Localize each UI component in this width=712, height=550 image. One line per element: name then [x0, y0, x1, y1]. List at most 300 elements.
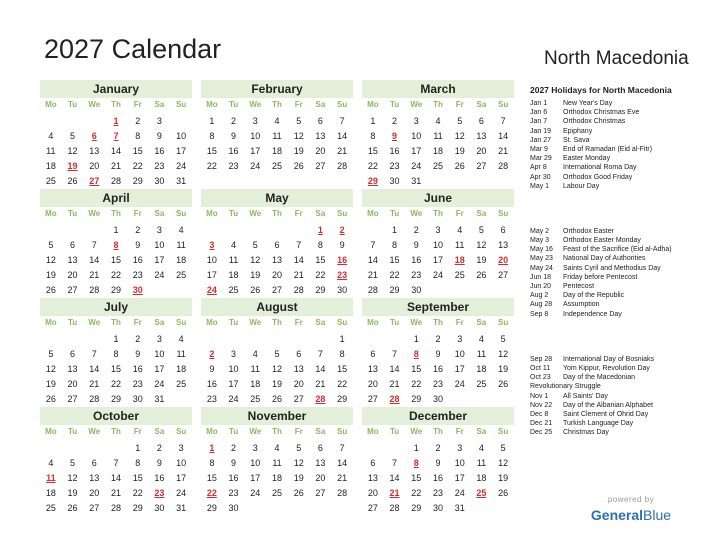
empty-day-cell	[362, 223, 384, 238]
empty-day-cell	[492, 174, 514, 189]
weekday-label: Su	[337, 427, 348, 436]
day-cell: 29	[315, 285, 326, 295]
holiday-row	[530, 173, 710, 182]
empty-day-cell	[471, 392, 493, 407]
day-cell: 22	[110, 379, 121, 389]
day-cell: 19	[498, 364, 509, 374]
empty-day-cell	[331, 501, 353, 516]
day-cell: 1	[113, 334, 119, 344]
weekday-header-row	[201, 425, 353, 439]
empty-day-cell	[201, 332, 223, 347]
day-cell: 2	[392, 116, 398, 126]
day-cell: 22	[411, 488, 422, 498]
day-cell: 25	[271, 488, 282, 498]
empty-day-cell	[170, 392, 192, 407]
day-cell: 16	[132, 255, 143, 265]
day-cell: 19	[454, 146, 465, 156]
day-cell: 29	[411, 394, 422, 404]
day-cell: 6	[317, 116, 323, 126]
holiday-name: Orthodox Good Friday	[563, 173, 633, 181]
holiday-date: May 23	[530, 255, 553, 263]
holiday-name: Revolutionary Struggle	[530, 383, 601, 391]
day-cell: 3	[156, 225, 162, 235]
holiday-name: Orthodox Easter Monday	[563, 237, 641, 245]
day-cell: 15	[315, 255, 326, 265]
month-header: September	[362, 298, 514, 316]
day-cell: 10	[176, 131, 187, 141]
day-cell: 29	[411, 503, 422, 513]
day-cell: 13	[293, 364, 304, 374]
day-cell: 2	[209, 349, 215, 359]
weekday-label: Tu	[389, 100, 400, 109]
month-january	[40, 80, 192, 189]
holiday-date: Mar 9	[530, 145, 548, 153]
day-cell: 12	[476, 240, 487, 250]
weekday-label: Sa	[315, 209, 326, 218]
holiday-date: Sep 8	[530, 310, 549, 318]
day-cell: 18	[476, 364, 487, 374]
day-cell: 5	[274, 349, 280, 359]
empty-day-cell	[492, 283, 514, 298]
day-cell: 1	[135, 443, 141, 453]
day-cell: 5	[478, 225, 484, 235]
week-row	[362, 238, 514, 253]
empty-day-cell	[362, 332, 384, 347]
day-cell: 21	[89, 270, 100, 280]
day-cell: 8	[209, 458, 215, 468]
day-cell: 28	[389, 394, 400, 404]
day-cell: 5	[70, 131, 76, 141]
empty-day-cell	[40, 441, 62, 456]
weekday-label: Mo	[367, 100, 379, 109]
holiday-row	[530, 355, 710, 364]
day-cell: 25	[476, 488, 487, 498]
day-cell: 8	[135, 131, 141, 141]
day-cell: 11	[272, 458, 282, 468]
empty-day-cell	[471, 283, 493, 298]
weekday-label: Su	[337, 318, 348, 327]
empty-day-cell	[310, 501, 332, 516]
weekday-label: Su	[337, 209, 348, 218]
day-cell: 9	[156, 131, 162, 141]
day-cell: 20	[367, 379, 378, 389]
empty-day-cell	[40, 223, 62, 238]
holiday-row	[530, 392, 710, 401]
day-cell: 30	[337, 285, 348, 295]
day-cell: 18	[454, 255, 465, 265]
week-row	[362, 441, 514, 456]
empty-day-cell	[244, 501, 266, 516]
empty-day-cell	[40, 114, 62, 129]
powered-by-text: powered by	[607, 495, 655, 504]
weekday-label: Su	[176, 427, 187, 436]
day-cell: 29	[132, 503, 143, 513]
day-cell: 29	[110, 285, 121, 295]
day-cell: 7	[113, 458, 119, 468]
day-cell: 29	[367, 176, 378, 186]
day-cell: 4	[178, 334, 184, 344]
day-cell: 16	[132, 364, 143, 374]
weekday-label: Mo	[45, 427, 57, 436]
day-cell: 9	[156, 458, 162, 468]
day-cell: 9	[435, 349, 441, 359]
day-cell: 17	[411, 146, 422, 156]
week-row	[40, 159, 192, 174]
day-cell: 1	[413, 334, 419, 344]
week-row	[40, 347, 192, 362]
day-cell: 17	[228, 379, 239, 389]
day-cell: 30	[154, 503, 165, 513]
month-header: July	[40, 298, 192, 316]
day-cell: 16	[154, 473, 165, 483]
day-cell: 20	[67, 379, 78, 389]
month-header: October	[40, 407, 192, 425]
day-cell: 11	[46, 473, 56, 483]
weekday-label: Fr	[455, 209, 464, 218]
day-cell: 17	[454, 364, 465, 374]
week-row	[40, 114, 192, 129]
holiday-name: Saint Clement of Ohrid Day	[563, 410, 649, 418]
weekday-header-row	[362, 207, 514, 221]
holiday-name: Saints Cyril and Methodius Day	[563, 264, 661, 272]
day-cell: 13	[89, 473, 100, 483]
day-cell: 10	[154, 349, 165, 359]
month-september	[362, 298, 514, 407]
weekday-label: Th	[111, 209, 121, 218]
day-cell: 27	[367, 503, 378, 513]
day-cell: 22	[132, 161, 143, 171]
day-cell: 29	[110, 394, 121, 404]
holiday-date: Jan 6	[530, 109, 548, 117]
holiday-date: Jan 19	[530, 127, 552, 135]
day-cell: 17	[206, 270, 217, 280]
day-cell: 1	[392, 225, 398, 235]
day-cell: 28	[337, 488, 348, 498]
day-cell: 21	[389, 379, 400, 389]
day-cell: 13	[67, 255, 78, 265]
empty-day-cell	[492, 392, 514, 407]
day-cell: 20	[271, 270, 282, 280]
holiday-name: Turkish Language Day	[563, 420, 634, 428]
day-cell: 28	[89, 394, 100, 404]
month-june	[362, 189, 514, 298]
day-cell: 27	[89, 503, 100, 513]
day-cell: 14	[498, 131, 509, 141]
month-header: April	[40, 189, 192, 207]
day-cell: 12	[45, 364, 56, 374]
brand-bold: General	[590, 507, 644, 523]
holidays-title: 2027 Holidays for North Macedonia	[530, 85, 672, 95]
day-cell: 17	[250, 146, 261, 156]
day-cell: 26	[498, 488, 509, 498]
day-cell: 10	[228, 364, 239, 374]
weekday-label: Sa	[154, 427, 165, 436]
week-row	[362, 159, 514, 174]
weekday-label: Mo	[367, 427, 379, 436]
day-cell: 18	[176, 364, 187, 374]
weekday-label: Mo	[45, 318, 57, 327]
day-cell: 19	[45, 379, 56, 389]
empty-day-cell	[288, 223, 310, 238]
holiday-row	[530, 154, 710, 163]
week-row	[201, 456, 353, 471]
day-cell: 5	[457, 116, 463, 126]
holiday-list	[530, 99, 710, 437]
weekday-label: Tu	[389, 427, 400, 436]
day-cell: 19	[476, 255, 487, 265]
weekday-label: Th	[272, 318, 282, 327]
weekday-label: We	[410, 209, 423, 218]
day-cell: 2	[135, 334, 141, 344]
weekday-label: Su	[176, 100, 187, 109]
holiday-row	[530, 227, 710, 236]
day-cell: 15	[132, 473, 143, 483]
day-cell: 14	[293, 255, 304, 265]
weekday-label: Fr	[294, 427, 303, 436]
week-row	[40, 144, 192, 159]
day-cell: 19	[498, 473, 509, 483]
day-cell: 9	[135, 240, 141, 250]
day-cell: 14	[89, 255, 100, 265]
holiday-date: Dec 25	[530, 429, 553, 437]
day-cell: 10	[206, 255, 217, 265]
week-row	[201, 501, 353, 516]
day-cell: 25	[250, 394, 261, 404]
holiday-name: Epiphany	[563, 127, 593, 135]
weekday-label: Fr	[133, 100, 142, 109]
day-cell: 25	[45, 176, 56, 186]
day-cell: 13	[367, 473, 378, 483]
day-cell: 26	[45, 285, 56, 295]
day-cell: 9	[339, 240, 345, 250]
weekday-label: Sa	[315, 318, 326, 327]
day-cell: 12	[271, 364, 282, 374]
day-cell: 30	[411, 285, 422, 295]
day-cell: 12	[454, 131, 465, 141]
holiday-row	[530, 282, 710, 291]
week-row	[40, 486, 192, 501]
week-row	[201, 347, 353, 362]
weekday-label: Sa	[476, 427, 487, 436]
day-cell: 23	[228, 488, 239, 498]
day-cell: 20	[67, 270, 78, 280]
day-cell: 15	[411, 364, 422, 374]
day-cell: 15	[110, 364, 121, 374]
day-cell: 7	[317, 349, 323, 359]
day-cell: 7	[392, 458, 398, 468]
holiday-date: Jan 1	[530, 100, 548, 107]
weekday-label: Mo	[206, 427, 218, 436]
day-cell: 20	[476, 146, 487, 156]
day-cell: 5	[296, 116, 302, 126]
day-cell: 25	[454, 270, 465, 280]
day-cell: 14	[110, 146, 121, 156]
day-cell: 12	[293, 131, 304, 141]
day-cell: 28	[367, 285, 378, 295]
holiday-row	[530, 419, 710, 428]
day-cell: 9	[209, 364, 215, 374]
holiday-name: International Roma Day	[563, 164, 637, 172]
day-cell: 31	[454, 503, 465, 513]
day-cell: 6	[70, 349, 76, 359]
weekday-label: Fr	[294, 100, 303, 109]
holiday-name: Friday before Pentecost	[563, 273, 638, 281]
holiday-group-gap	[530, 319, 710, 355]
day-cell: 28	[337, 161, 348, 171]
day-cell: 4	[252, 349, 258, 359]
day-cell: 23	[154, 161, 165, 171]
day-cell: 2	[413, 225, 419, 235]
day-cell: 20	[89, 161, 100, 171]
week-row	[362, 253, 514, 268]
week-row	[362, 392, 514, 407]
holiday-row	[530, 108, 710, 117]
day-cell: 14	[110, 473, 121, 483]
week-row	[40, 238, 192, 253]
empty-day-cell	[170, 114, 192, 129]
country-name: North Macedonia	[544, 48, 689, 69]
day-cell: 15	[389, 255, 400, 265]
day-cell: 10	[176, 458, 187, 468]
day-cell: 11	[176, 349, 186, 359]
day-cell: 15	[337, 364, 348, 374]
day-cell: 16	[206, 379, 217, 389]
week-row	[40, 501, 192, 516]
day-cell: 11	[176, 240, 186, 250]
day-cell: 29	[132, 176, 143, 186]
day-cell: 24	[154, 270, 165, 280]
weekday-label: Th	[111, 318, 121, 327]
day-cell: 8	[135, 458, 141, 468]
weekday-label: Fr	[455, 318, 464, 327]
day-cell: 27	[89, 176, 100, 186]
week-row	[362, 114, 514, 129]
empty-day-cell	[149, 283, 171, 298]
day-cell: 16	[337, 255, 348, 265]
day-cell: 30	[432, 503, 443, 513]
weekday-header-row	[362, 316, 514, 330]
day-cell: 5	[296, 443, 302, 453]
day-cell: 5	[48, 240, 54, 250]
week-row	[362, 283, 514, 298]
day-cell: 21	[498, 146, 509, 156]
page-title: 2027 Calendar	[44, 34, 222, 64]
day-cell: 18	[432, 146, 443, 156]
day-cell: 26	[454, 161, 465, 171]
weekday-label: Th	[433, 318, 443, 327]
weekday-label: We	[249, 318, 262, 327]
day-cell: 24	[154, 379, 165, 389]
day-cell: 14	[337, 458, 348, 468]
empty-day-cell	[427, 174, 449, 189]
holiday-date: Dec 8	[530, 410, 549, 418]
weekday-label: Fr	[133, 427, 142, 436]
day-cell: 19	[250, 270, 261, 280]
holiday-row	[530, 382, 710, 391]
day-cell: 6	[370, 349, 376, 359]
holiday-row	[530, 310, 710, 319]
day-cell: 20	[315, 473, 326, 483]
day-cell: 23	[432, 379, 443, 389]
day-cell: 2	[339, 225, 345, 235]
weekday-label: Th	[111, 100, 121, 109]
holiday-name: Pentecost	[563, 283, 595, 290]
day-cell: 14	[367, 255, 378, 265]
day-cell: 24	[176, 488, 187, 498]
day-cell: 12	[498, 458, 509, 468]
day-cell: 8	[413, 458, 419, 468]
day-cell: 21	[389, 488, 400, 498]
empty-day-cell	[83, 114, 105, 129]
day-cell: 26	[271, 394, 282, 404]
day-cell: 23	[132, 379, 143, 389]
day-cell: 30	[154, 176, 165, 186]
day-cell: 2	[435, 443, 441, 453]
day-cell: 20	[498, 255, 509, 265]
weekday-header-row	[362, 98, 514, 112]
day-cell: 28	[89, 285, 100, 295]
day-cell: 28	[293, 285, 304, 295]
day-cell: 31	[176, 176, 187, 186]
holiday-date: Oct 23	[530, 374, 551, 382]
month-header: February	[201, 80, 353, 98]
month-header: August	[201, 298, 353, 316]
day-cell: 23	[228, 161, 239, 171]
footer	[588, 495, 674, 523]
week-row	[201, 159, 353, 174]
day-cell: 28	[498, 161, 509, 171]
weekday-header-row	[201, 207, 353, 221]
day-cell: 6	[500, 225, 506, 235]
day-cell: 5	[500, 334, 506, 344]
day-cell: 17	[154, 364, 165, 374]
holiday-date: Mar 29	[530, 155, 552, 163]
day-cell: 23	[389, 161, 400, 171]
holiday-group-gap	[530, 191, 710, 227]
day-cell: 2	[435, 334, 441, 344]
month-header: November	[201, 407, 353, 425]
day-cell: 9	[231, 458, 237, 468]
empty-day-cell	[170, 283, 192, 298]
day-cell: 15	[411, 473, 422, 483]
weekday-label: We	[88, 100, 101, 109]
day-cell: 1	[370, 116, 376, 126]
holiday-date: Jan 27	[530, 136, 552, 144]
brand-logo[interactable]	[588, 507, 674, 523]
month-october	[40, 407, 192, 516]
day-cell: 11	[455, 240, 465, 250]
day-cell: 10	[250, 458, 261, 468]
empty-day-cell	[201, 223, 223, 238]
weekday-label: Su	[176, 318, 187, 327]
day-cell: 25	[176, 379, 187, 389]
day-cell: 29	[337, 394, 348, 404]
day-cell: 13	[476, 131, 487, 141]
day-cell: 12	[67, 146, 78, 156]
holiday-name: End of Ramadan (Eid al-Fitr)	[563, 145, 653, 153]
weekday-label: Mo	[45, 100, 57, 109]
weekday-label: Tu	[67, 318, 78, 327]
week-row	[362, 174, 514, 189]
day-cell: 27	[367, 394, 378, 404]
week-row	[201, 114, 353, 129]
weekday-label: Mo	[367, 209, 379, 218]
day-cell: 24	[411, 161, 422, 171]
day-cell: 24	[228, 394, 239, 404]
weekday-label: Th	[272, 427, 282, 436]
day-cell: 5	[500, 443, 506, 453]
weekday-label: Th	[433, 100, 443, 109]
